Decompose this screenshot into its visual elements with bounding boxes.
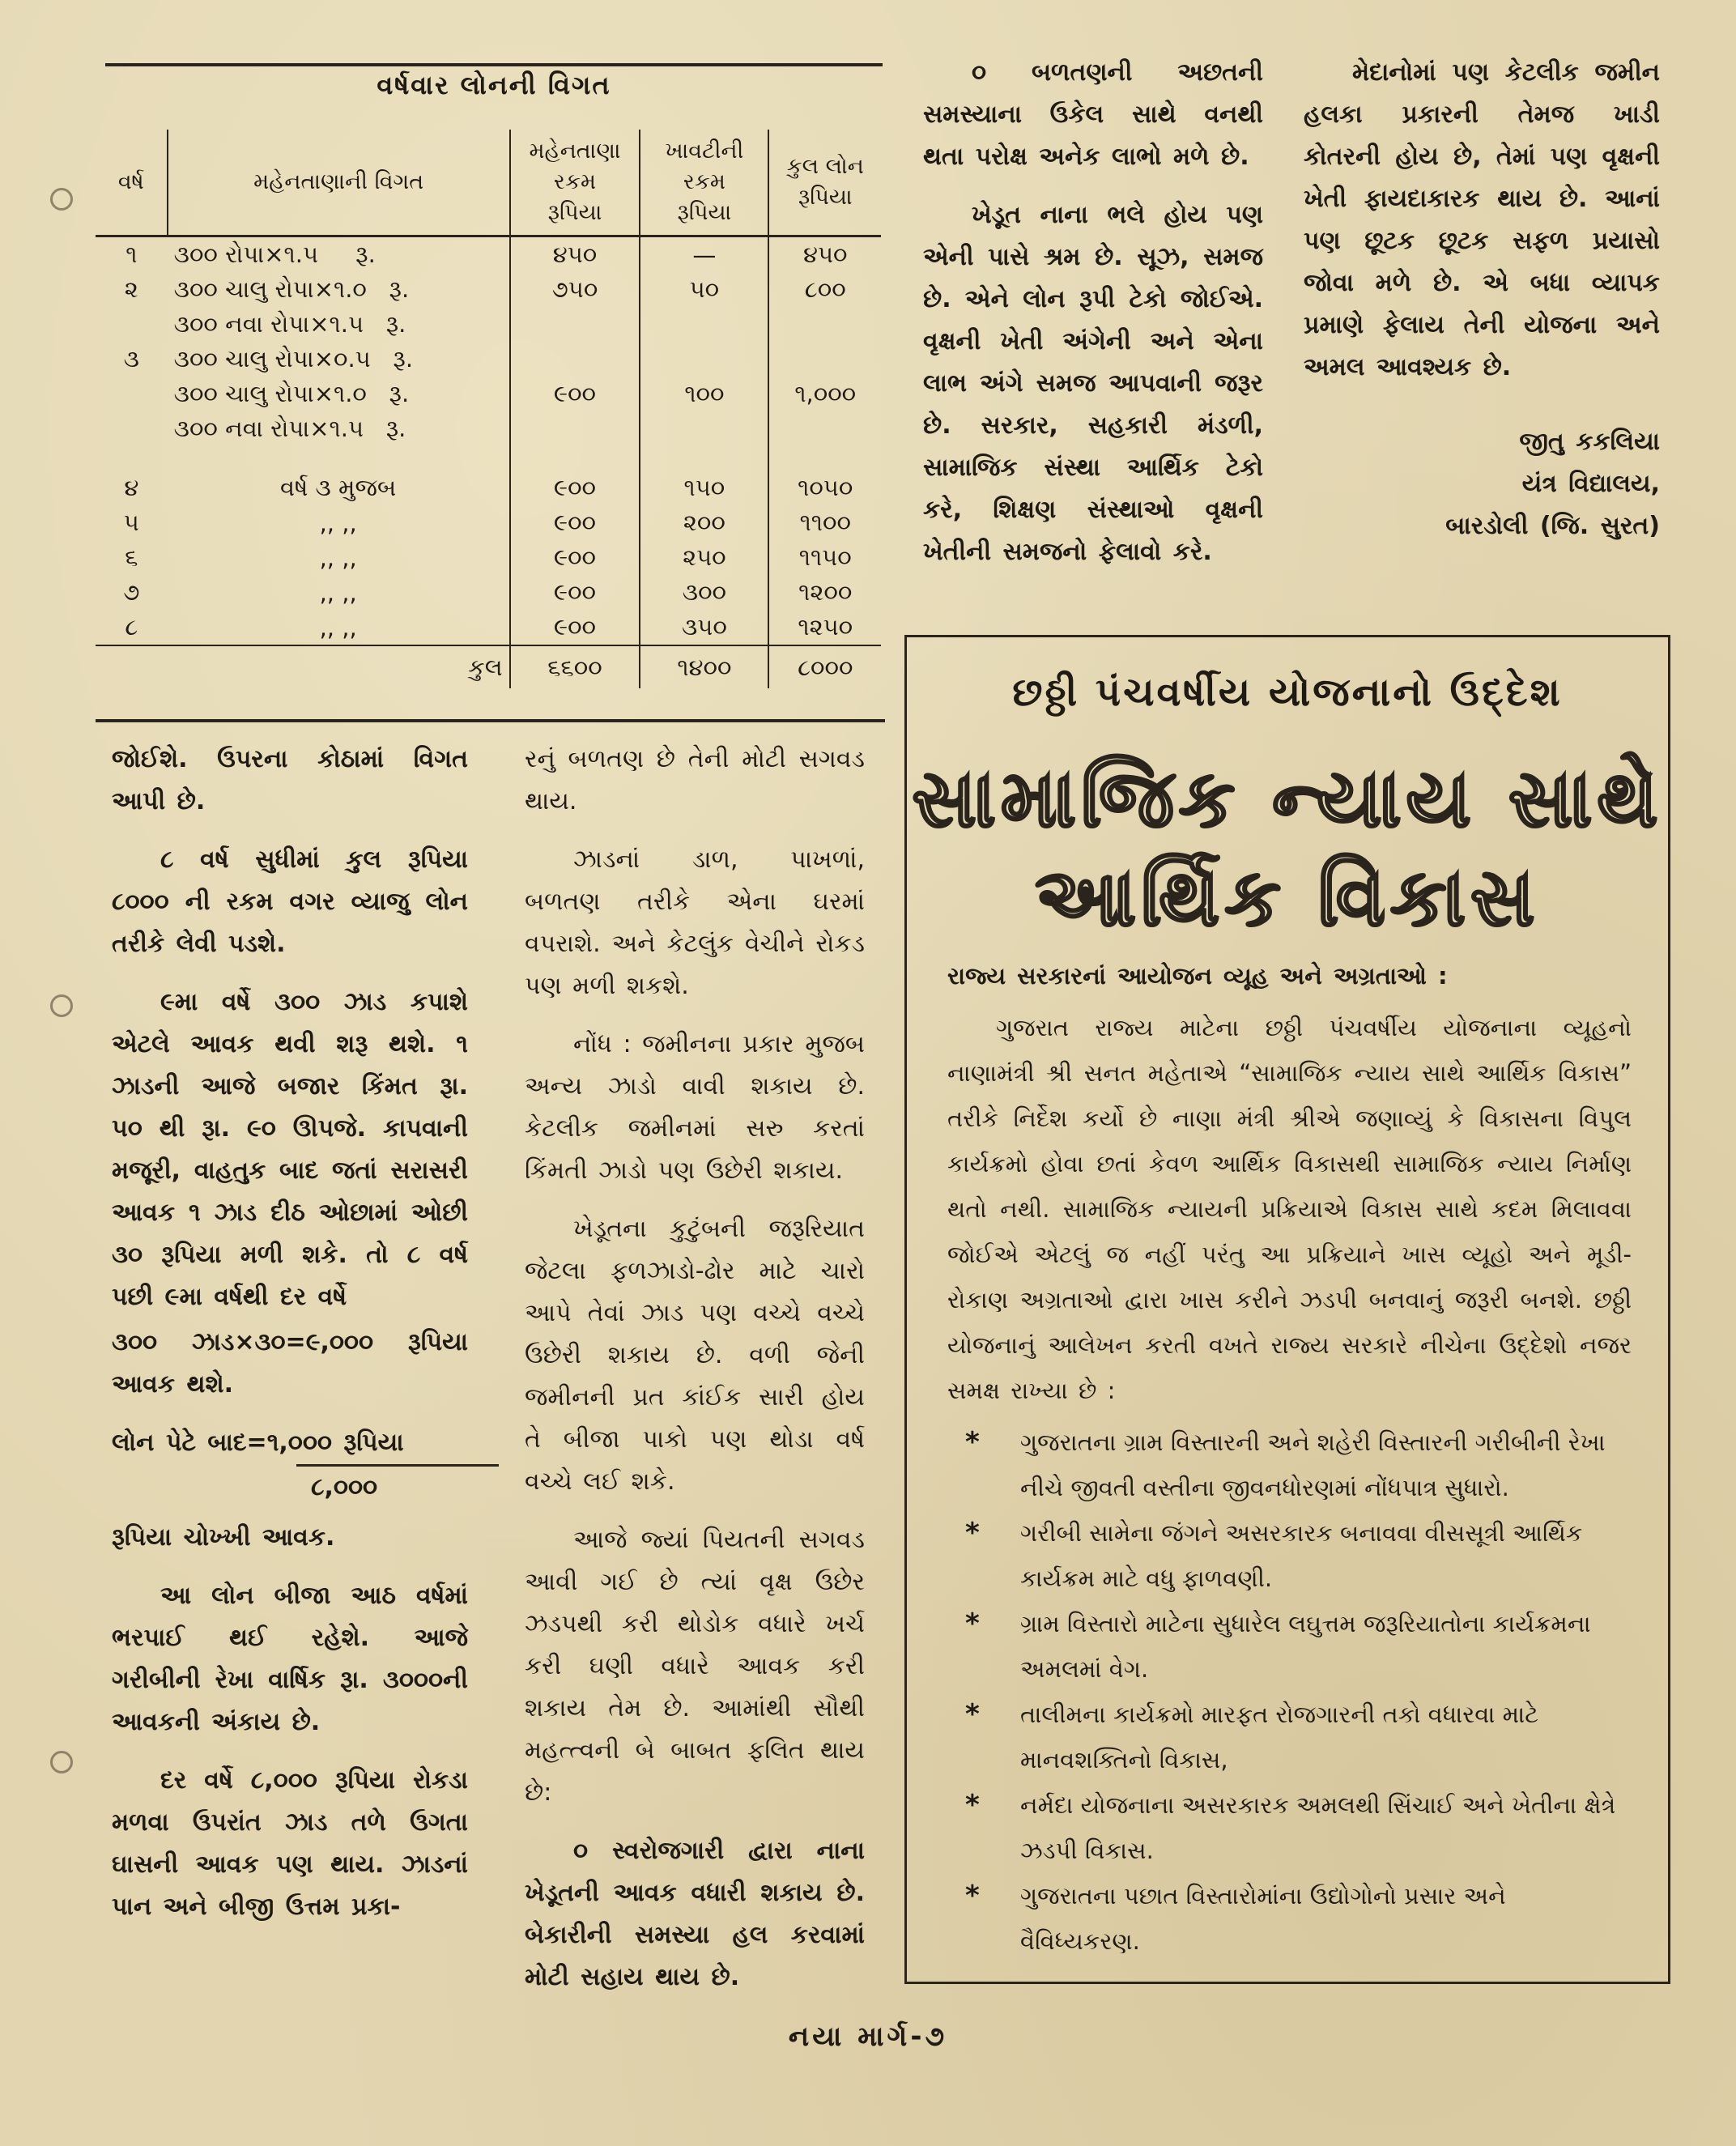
cell-fert: ૨૦૦ xyxy=(640,505,768,540)
cell-fert: — xyxy=(640,236,768,273)
bullet-mark: * xyxy=(965,1607,980,1640)
col2-paragraph-6: ૦ સ્વરોજગારી દ્વારા નાના ખેડૂતની આવક વધારી શકાય છે. બેકારીની સમસ્યા હલ કરવામાં મોટી સહાય થાય છે. xyxy=(525,1837,865,1991)
col1-paragraph-2: ૮ વર્ષ સુધીમાં કુલ રૂપિયા ૮૦૦૦ ની રકમ વગર વ્યાજુ લોન તરીકે લેવી પડશે. xyxy=(112,845,468,958)
cell-total: ૧૦૫૦ xyxy=(768,471,881,505)
table-row xyxy=(96,575,881,610)
cell-fert xyxy=(640,411,768,446)
header-fertilizer: ખાવટીની રકમ રૂપિયા xyxy=(640,130,768,236)
cell-total: ૧૧૫૦ xyxy=(768,540,881,575)
loan-table-header-row xyxy=(96,130,881,236)
cell-total xyxy=(768,307,881,342)
table-row xyxy=(96,610,881,645)
table-row xyxy=(96,411,881,446)
binding-hole xyxy=(50,994,73,1017)
cell-year: ૫ xyxy=(123,509,139,536)
total-fert: ૧૪૦૦ xyxy=(640,645,768,688)
cell-detail: ,, ,, xyxy=(319,543,357,572)
loan-table-title: વર્ષવાર લોનની વિગત xyxy=(377,70,611,100)
list-item: * ગ્રામ વિસ્તારો માટેના સુધારેલ લઘુત્તમ જરૂરિયાતોના કાર્યક્રમના અમલમાં વેગ. xyxy=(947,1601,1632,1692)
cell-wage: ૯૦૦ xyxy=(510,540,640,575)
cell-year: ૨ xyxy=(124,275,138,303)
cell-year xyxy=(96,411,168,446)
col1-paragraph-4: આ લોન બીજા આઠ વર્ષમાં ભરપાઈ થઈ રહેશે. આજે ગરીબીની રેખા વાર્ષિક રૂા. ૩૦૦૦ની આવકની અંકાય છે. xyxy=(112,1582,468,1736)
cell-year: ૧ xyxy=(126,241,138,268)
box-intro: ગુજરાત રાજ્ય માટેના છઠ્ઠી પંચવર્ષીય યોજનાના વ્યૂહનો નાણામંત્રી શ્રી સનત મહેતાએ “સામાજિક ન્યાય સાથે આર્થિક વિકાસ” તરીકે નિર્દેશ કર્યો છે નાણા મંત્રી શ્રીએ જણાવ્યું કે વિકાસના વિપુલ કાર્યક્રમો હોવા છતાં કેવળ આર્થિક વિકાસથી સામાજિક ન્યાય નિર્માણ થતો નથી. સામાજિક ન્યાયની પ્રક્રિયાએ વિકાસ સાથે કદમ મિલાવવા જોઈએ એટલું જ નહીં પરંતુ આ પ્રક્રિયાને ખાસ વ્યૂહો અને મૂડી-રોકાણ અગ્રતાઓ દ્વારા ખાસ કરીને ઝડપી બનવાનું જરૂરી બનશે. છઠ્ઠી યોજનાનું આલેખન કરતી વખતે રાજ્ય સરકારે નીચેના ઉદ્દેશો નજર સમક્ષ રાખ્યા છે : xyxy=(947,1014,1632,1404)
cell-year xyxy=(96,307,168,342)
cell-detail: ૩૦૦ ચાલુ રોપા×૦.૫ રૂ. xyxy=(173,345,414,373)
cell-wage xyxy=(510,342,640,377)
cell-detail: ૩૦૦ નવા રોપા×૧.૫ રૂ. xyxy=(173,310,406,338)
author-place: બારડોલી (જિ. સુરત) xyxy=(1445,512,1660,540)
author-name: જીતુ કકલિયા xyxy=(1519,428,1660,456)
col2-paragraph-1: રનું બળતણ છે તેની મોટી સગવડ થાય. xyxy=(525,745,865,815)
cell-total xyxy=(768,342,881,377)
col1-calc-loan: લોન પેટે બાદ=૧,૦૦૦ રૂપિયા xyxy=(112,1429,404,1457)
table-row xyxy=(96,505,881,540)
loan-table xyxy=(96,130,881,688)
cell-year xyxy=(96,377,168,411)
cell-wage xyxy=(510,411,640,446)
cell-total: ૧૨૫૦ xyxy=(768,610,881,645)
header-total: કુલ લોન રૂપિયા xyxy=(768,130,881,236)
bullet-mark: * xyxy=(965,1789,980,1821)
column-3 xyxy=(923,52,1263,590)
box-objectives-list xyxy=(947,1420,1632,1964)
cell-detail: ૩૦૦ રોપા×૧.૫ રૂ. xyxy=(173,241,376,268)
box-headline-line-1: સામાજિક ન્યાય સાથે xyxy=(912,753,1663,845)
binding-hole xyxy=(50,1751,73,1773)
cell-fert: ૨૫૦ xyxy=(640,540,768,575)
table-total-row xyxy=(96,645,881,688)
cell-fert xyxy=(640,307,768,342)
box-subhead: રાજ્ય સરકારનાં આયોજન વ્યૂહ અને અગ્રતાઓ : xyxy=(947,962,1448,990)
cell-wage: ૭૫૦ xyxy=(510,272,640,307)
cell-fert: ૫૦ xyxy=(640,272,768,307)
cell-fert: ૩૦૦ xyxy=(640,575,768,610)
header-detail: મહેનતાણાની વિગત xyxy=(168,130,510,236)
cell-fert xyxy=(640,342,768,377)
list-item: * તાલીમના કાર્યક્રમો મારફત રોજગારની તકો વધારવા માટે માનવશક્તિનો વિકાસ, xyxy=(947,1692,1632,1782)
list-item: * ગુજરાતના પછાત વિસ્તારોમાંના ઉદ્યોગોનો પ્રસાર અને વૈવિધ્યકરણ. xyxy=(947,1873,1632,1964)
cell-year: ૬ xyxy=(125,543,138,571)
bullet-mark: * xyxy=(965,1426,980,1458)
cell-year: ૭ xyxy=(123,578,140,606)
table-bottom-rule xyxy=(96,719,885,722)
cell-wage: ૯૦૦ xyxy=(510,505,640,540)
bullet-mark: * xyxy=(965,1880,980,1912)
col2-paragraph-4: ખેડૂતના કુટુંબની જરૂરિયાત જેટલા ફળઝાડો-ઢોર માટે ચારો આપે તેવાં ઝાડ પણ વચ્ચે વચ્ચે ઉછેરી શકાય છે. વળી જેની જમીનની પ્રત કાંઈક સારી હોય તે બીજા પાકો પણ થોડા વર્ષ વચ્ચે લઈ શકે. xyxy=(525,1215,865,1496)
bullet-mark: * xyxy=(965,1517,980,1549)
list-item: * ગુજરાતના ગ્રામ વિસ્તારની અને શહેરી વિસ્તારની ગરીબીની રેખા નીચે જીવતી વસ્તીના જીવનધોરણમાં નોંધપાત્ર સુધારો. xyxy=(947,1420,1632,1510)
cell-year: ૩ xyxy=(123,345,139,373)
table-top-rule xyxy=(105,63,883,66)
table-spacer-row xyxy=(96,446,881,471)
cell-total: ૪૫૦ xyxy=(768,236,881,273)
box-kicker: છઠ્ઠી પંચવર્ષીય યોજનાનો ઉદ્દેશ xyxy=(1012,670,1563,715)
cell-total: ૧,૦૦૦ xyxy=(768,377,881,411)
col3-paragraph-2: ખેડૂત નાના ભલે હોય પણ એની પાસે શ્રમ છે. સૂઝ, સમજ છે. એને લોન રૂપી ટેકો જોઈએ. વૃક્ષની ખેતી અંગેની અને એના લાભ અંગે સમજ આપવાની જરૂર છે. સરકાર, સહકારી મંડળી, સામાજિક સંસ્થા આર્થિક ટેકો કરે, શિક્ષણ સંસ્થાઓ વૃક્ષની ખેતીની સમજનો ફેલાવો કરે. xyxy=(923,201,1263,566)
table-row xyxy=(96,342,881,377)
col1-calc-net-label: રૂપિયા ચોખ્ખી આવક. xyxy=(112,1523,335,1552)
cell-wage: ૯૦૦ xyxy=(510,471,640,505)
cell-total: ૧૨૦૦ xyxy=(768,575,881,610)
col3-paragraph-1: ૦ બળતણની અછતની સમસ્યાના ઉકેલ સાથે વનથી થતા પરોક્ષ અનેક લાભો મળે છે. xyxy=(923,58,1263,171)
cell-detail: ૩૦૦ નવા રોપા×૧.૫ રૂ. xyxy=(173,415,406,442)
cell-detail: વર્ષ ૩ મુજબ xyxy=(280,474,397,501)
author-org: યંત્ર વિદ્યાલય, xyxy=(1521,470,1660,498)
binding-hole xyxy=(50,188,73,211)
col1-calc-net: ૮,૦૦૦ xyxy=(311,1473,378,1501)
total-wage: ૬૬૦૦ xyxy=(510,645,640,688)
list-item: * ગરીબી સામેના જંગને અસરકારક બનાવવા વીસસૂત્રી આર્થિક કાર્યક્રમ માટે વધુ ફાળવણી. xyxy=(947,1510,1632,1601)
col2-paragraph-2: ઝાડનાં ડાળ, પાખળાં, બળતણ તરીકે એના ઘરમાં વપરાશે. અને કેટલુંક વેચીને રોકડ પણ મળી શકશે. xyxy=(525,845,865,1000)
column-2 xyxy=(525,739,865,2015)
header-wage: મહેનતાણા રકમ રૂપિયા xyxy=(510,130,640,236)
cell-detail: ,, ,, xyxy=(319,578,357,607)
col1-paragraph-3: ૯મા વર્ષે ૩૦૦ ઝાડ કપાશે એટલે આવક થવી શરૂ થશે. ૧ ઝાડની આજે બજાર કિંમત રૂા. ૫૦ થી રૂા. ૯૦ ઊપજે. કાપવાની મજૂરી, વાહતુક બાદ જતાં સરાસરી આવક ૧ ઝાડ દીઠ ઓછામાં ઓછી ૩૦ રૂપિયા મળી શકે. તો ૮ વર્ષ પછી ૯મા વર્ષથી દર વર્ષે xyxy=(112,988,468,1311)
cell-fert: ૧૫૦ xyxy=(640,471,768,505)
col2-paragraph-5: આજે જ્યાં પિયતની સગવડ આવી ગઈ છે ત્યાં વૃક્ષ ઉછેર ઝડપથી કરી થોડોક વધારે ખર્ચ કરી ઘણી વધારે આવક કરી શકાય તેમ છે. આમાંથી સૌથી મહત્ત્વની બે બાબત ફલિત થાય છે: xyxy=(525,1526,865,1807)
table-row xyxy=(96,272,881,307)
cell-wage: ૯૦૦ xyxy=(510,610,640,645)
cell-year: ૪ xyxy=(124,474,139,501)
bullet-mark: * xyxy=(965,1698,980,1731)
table-row xyxy=(96,307,881,342)
cell-detail: ,, ,, xyxy=(319,509,357,537)
total-total: ૮૦૦૦ xyxy=(768,645,881,688)
cell-total xyxy=(768,411,881,446)
cell-fert: ૩૫૦ xyxy=(640,610,768,645)
list-item: * નર્મદા યોજનાના અસરકારક અમલથી સિંચાઈ અને ખેતીના ક્ષેત્રે ઝડપી વિકાસ. xyxy=(947,1782,1632,1873)
cell-wage xyxy=(510,307,640,342)
cell-total: ૮૦૦ xyxy=(768,272,881,307)
col4-paragraph-1: મેદાનોમાં પણ કેટલીક જમીન હલકા પ્રકારની તેમજ ખાડી કોતરની હોય છે, તેમાં પણ વૃક્ષની ખેતી ફાયદાકારક થાય છે. આનાં પણ છૂટક છૂટક સફળ પ્રયાસો જોવા મળે છે. એ બધા વ્યાપક પ્રમાણે ફેલાય તેની યોજના અને અમલ આવશ્યક છે. xyxy=(1304,58,1660,381)
table-row xyxy=(96,540,881,575)
cell-wage: ૯૦૦ xyxy=(510,575,640,610)
column-4 xyxy=(1304,52,1660,547)
cell-wage: ૪૫૦ xyxy=(510,236,640,273)
total-label: કુલ xyxy=(168,645,510,688)
page-footer: નયા માર્ગ-૭ xyxy=(788,2020,948,2053)
cell-year: ૮ xyxy=(125,613,138,641)
col1-paragraph-1: જોઈશે. ઉપરના કોઠામાં વિગત આપી છે. xyxy=(112,745,468,815)
table-row xyxy=(96,236,881,273)
cell-detail: ,, ,, xyxy=(319,613,357,641)
col2-note: નોંધ : જમીનના પ્રકાર મુજબ અન્ય ઝાડો વાવી શકાય છે. કેટલીક જમીનમાં સરુ કરતાં કિંમતી ઝાડો પણ ઉછેરી શકાય. xyxy=(525,1030,865,1185)
cell-total: ૧૧૦૦ xyxy=(768,505,881,540)
table-row xyxy=(96,377,881,411)
box-headline-line-2: આર્થિક વિકાસ xyxy=(1035,852,1540,944)
cell-detail: ૩૦૦ ચાલુ રોપા×૧.૦ રૂ. xyxy=(173,380,410,407)
col1-paragraph-5: દર વર્ષે ૮,૦૦૦ રૂપિયા રોકડા મળવા ઉપરાંત ઝાડ તળે ઉગતા ઘાસની આવક પણ થાય. ઝાડનાં પાન અને બીજી ઉત્તમ પ્રકા- xyxy=(112,1766,468,1921)
col1-calc-income: ૩૦૦ ઝાડ×૩૦=૯,૦૦૦ રૂપિયા આવક થશે. xyxy=(112,1328,468,1399)
cell-detail: ૩૦૦ ચાલુ રોપા×૧.૦ રૂ. xyxy=(173,275,410,303)
column-1 xyxy=(112,739,468,1944)
header-year: વર્ષ xyxy=(96,130,168,236)
plan-box xyxy=(904,635,1670,1984)
box-body xyxy=(947,953,1632,1964)
cell-wage: ૯૦૦ xyxy=(510,377,640,411)
table-row xyxy=(96,471,881,505)
cell-fert: ૧૦૦ xyxy=(640,377,768,411)
